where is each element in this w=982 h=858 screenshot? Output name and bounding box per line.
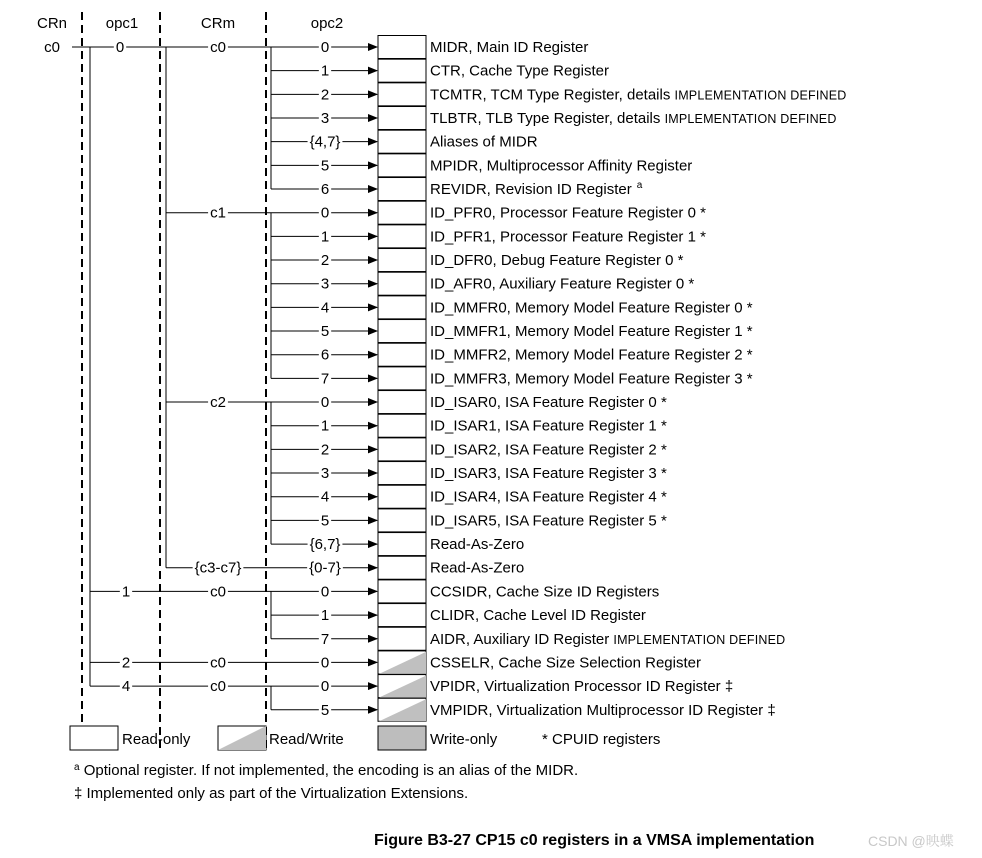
access-box [378, 225, 426, 248]
header-crn: CRn [36, 15, 68, 32]
opc2-value: 3 [320, 275, 330, 293]
legend-write-only-label: Write-only [430, 731, 498, 748]
access-box [378, 414, 426, 437]
access-box [378, 296, 426, 319]
column-separators [82, 12, 266, 750]
register-name [430, 536, 524, 553]
register-name-text: ID_AFR0, Auxiliary Feature Register 0 * [430, 275, 695, 293]
opc2-value: 2 [320, 86, 330, 104]
register-row [271, 36, 588, 59]
register-name [430, 110, 837, 127]
opc2-value: 0 [320, 583, 330, 601]
register-name-text: ID_MMFR3, Memory Model Feature Register 3 * [430, 370, 753, 388]
opc2-value: 1 [320, 417, 330, 435]
register-name-text: ID_ISAR3, ISA Feature Register 3 * [430, 465, 667, 483]
register-row [271, 367, 753, 390]
register-name-text: MIDR, Main ID Register [430, 39, 589, 56]
opc2-value: 7 [320, 370, 330, 388]
access-box [378, 83, 426, 106]
opc2-value: 2 [320, 441, 330, 459]
register-row [271, 533, 524, 556]
opc2-value: 3 [320, 110, 330, 128]
register-name [430, 63, 609, 80]
register-row [271, 272, 694, 295]
register-name-text: TLBTR, TLB Type Register, details [430, 110, 665, 128]
register-row [271, 462, 667, 485]
register-name-text: ID_DFR0, Debug Feature Register 0 * [430, 252, 684, 270]
register-row [271, 343, 753, 366]
register-row [271, 107, 837, 130]
register-name-smallcaps: IMPLEMENTATION DEFINED [664, 112, 837, 127]
register-name [430, 180, 643, 198]
register-row [271, 249, 684, 272]
register-name-text: REVIDR, Revision ID Register [430, 181, 632, 199]
opc2-value: 5 [320, 701, 330, 719]
legend-read-only-swatch [70, 726, 118, 750]
access-box [378, 178, 426, 201]
register-name [430, 489, 667, 506]
opc2-value: 0 [320, 678, 330, 696]
access-box [378, 36, 426, 59]
crm-value-c0: c0 [210, 678, 226, 696]
crm-value-c2: c2 [210, 394, 226, 412]
register-name-superscript: a [636, 180, 643, 192]
footnote-a-text: Optional register. If not implemented, the encoding is an alias of the MIDR. [79, 762, 579, 779]
register-name [430, 157, 692, 174]
access-box [378, 130, 426, 153]
register-name [430, 418, 667, 435]
footnote-dagger: ‡ Implemented only as part of the Virtualization Extensions. [74, 785, 469, 802]
register-name [430, 465, 667, 482]
register-name [430, 134, 538, 151]
opc2-value: 5 [320, 157, 330, 175]
register-name-text: ID_PFR1, Processor Feature Register 1 * [430, 228, 706, 246]
access-box [378, 509, 426, 532]
register-name-smallcaps: IMPLEMENTATION DEFINED [674, 88, 847, 103]
legend-read-write-label: Read/Write [269, 731, 344, 748]
access-box [378, 627, 426, 650]
register-name [430, 228, 706, 245]
register-name-text: VPIDR, Virtualization Processor ID Register ‡ [430, 678, 734, 696]
legend-read-only-label: Read-only [122, 731, 191, 748]
register-name-text: VMPIDR, Virtualization Multiprocessor ID Register ‡ [430, 701, 776, 719]
access-box [378, 367, 426, 390]
register-row [271, 225, 706, 248]
opc1-value-4: 4 [121, 678, 131, 696]
opc2-value: 3 [320, 465, 330, 483]
opc2-value: 0 [320, 654, 330, 672]
access-box [378, 107, 426, 130]
access-box [378, 59, 426, 82]
encoding-tree [72, 38, 271, 710]
crm-value-{c3-c7}: {c3-c7} [194, 559, 242, 577]
register-name-text: ID_ISAR4, ISA Feature Register 4 * [430, 488, 667, 506]
register-name-text: Read-As-Zero [430, 536, 525, 554]
opc1-value-2: 2 [121, 654, 131, 672]
register-name [430, 86, 847, 103]
register-row [271, 580, 659, 603]
register-name [430, 607, 646, 624]
access-box [378, 556, 426, 579]
register-row [271, 201, 706, 224]
register-name [430, 276, 694, 293]
register-row [271, 604, 646, 627]
opc2-value: 0 [320, 204, 330, 222]
register-name-text: ID_ISAR0, ISA Feature Register 0 * [430, 394, 667, 412]
register-name-text: ID_ISAR2, ISA Feature Register 2 * [430, 441, 667, 459]
header-crm: CRm [200, 15, 236, 32]
register-row [271, 556, 524, 579]
register-row [271, 509, 667, 532]
register-name [430, 702, 776, 719]
register-row [271, 320, 753, 343]
register-rows [271, 36, 847, 722]
register-row [271, 485, 667, 508]
legend-write-only-swatch [378, 726, 426, 750]
register-name [430, 678, 733, 695]
register-row [271, 414, 667, 437]
access-box [378, 485, 426, 508]
register-name [430, 205, 706, 222]
access-box [378, 604, 426, 627]
register-row [271, 178, 643, 201]
opc2-value: 0 [320, 394, 330, 412]
register-name [430, 441, 667, 458]
opc2-value: 5 [320, 323, 330, 341]
register-row [271, 651, 701, 674]
register-name-text: CTR, Cache Type Register [430, 62, 609, 80]
access-box [378, 391, 426, 414]
access-box [378, 438, 426, 461]
register-name-smallcaps: IMPLEMENTATION DEFINED [613, 632, 786, 647]
opc2-value: 5 [320, 512, 330, 530]
access-box [378, 201, 426, 224]
opc2-value: 7 [320, 630, 330, 648]
legend [70, 726, 660, 750]
register-name-text: ID_MMFR1, Memory Model Feature Register 1 * [430, 323, 753, 341]
register-row [271, 59, 609, 82]
opc2-value: {4,7} [309, 133, 341, 151]
register-name [430, 654, 701, 671]
register-name [430, 252, 684, 269]
register-name-text: CLIDR, Cache Level ID Register [430, 607, 646, 625]
header-opc1: opc1 [105, 15, 139, 32]
register-name-text: Aliases of MIDR [430, 133, 538, 151]
register-name-text: ID_ISAR5, ISA Feature Register 5 * [430, 512, 667, 530]
opc2-value: 1 [320, 62, 330, 80]
register-name [430, 394, 667, 411]
access-box [378, 533, 426, 556]
register-row [271, 627, 785, 650]
opc2-value: 1 [320, 607, 330, 625]
register-name [430, 299, 753, 316]
crm-value-c0: c0 [210, 654, 226, 672]
opc2-value: 4 [320, 299, 330, 317]
register-name [430, 512, 667, 529]
register-row [271, 130, 538, 153]
opc2-value: 0 [320, 39, 330, 56]
watermark: CSDN @映蝶 [868, 833, 954, 849]
access-box [378, 249, 426, 272]
opc2-value: 6 [320, 181, 330, 199]
register-row [271, 675, 733, 698]
footnote-a-marker: a [74, 762, 80, 773]
register-name-text: Read-As-Zero [430, 559, 525, 577]
crm-value-c0: c0 [210, 39, 226, 56]
opc1-value-1: 1 [121, 583, 131, 601]
crm-value-c1: c1 [210, 204, 226, 222]
crn-value: c0 [44, 39, 60, 56]
register-name-text: AIDR, Auxiliary ID Register [430, 630, 614, 648]
access-box [378, 320, 426, 343]
crm-value-c0: c0 [210, 583, 226, 601]
register-name [430, 370, 753, 387]
opc2-value: 6 [320, 346, 330, 364]
opc2-value: {6,7} [309, 536, 341, 554]
register-name-text: ID_PFR0, Processor Feature Register 0 * [430, 204, 706, 222]
access-box [378, 154, 426, 177]
opc1-value-0: 0 [115, 39, 125, 56]
opc2-value: 1 [320, 228, 330, 246]
access-box [378, 272, 426, 295]
opc2-value: {0-7} [309, 559, 341, 577]
access-box [378, 343, 426, 366]
register-name-text: ID_MMFR0, Memory Model Feature Register 0 * [430, 299, 753, 317]
opc2-value: 2 [320, 252, 330, 270]
register-row [271, 154, 692, 177]
register-name [430, 347, 753, 364]
register-name-text: ID_MMFR2, Memory Model Feature Register 2 * [430, 346, 753, 364]
register-name-text: CSSELR, Cache Size Selection Register [430, 654, 701, 672]
register-name [430, 631, 785, 648]
footnote-a [74, 762, 578, 779]
register-row [271, 698, 776, 721]
register-name-text: ID_ISAR1, ISA Feature Register 1 * [430, 417, 667, 435]
figure-caption: Figure B3-27 CP15 c0 registers in a VMSA implementation [374, 832, 815, 849]
register-name [430, 583, 659, 600]
register-name [430, 323, 753, 340]
register-row [271, 83, 847, 106]
register-name [430, 39, 588, 56]
register-row [271, 391, 667, 414]
register-name [430, 560, 524, 577]
register-row [271, 438, 667, 461]
register-name-text: MPIDR, Multiprocessor Affinity Register [430, 157, 693, 175]
register-row [271, 296, 753, 319]
access-box [378, 580, 426, 603]
register-name-text: CCSIDR, Cache Size ID Registers [430, 583, 660, 601]
register-name-text: TCMTR, TCM Type Register, details [430, 86, 675, 104]
access-box [378, 462, 426, 485]
opc2-value: 4 [320, 488, 330, 506]
legend-cpuid-label: * CPUID registers [542, 731, 661, 748]
header-opc2: opc2 [310, 15, 344, 32]
